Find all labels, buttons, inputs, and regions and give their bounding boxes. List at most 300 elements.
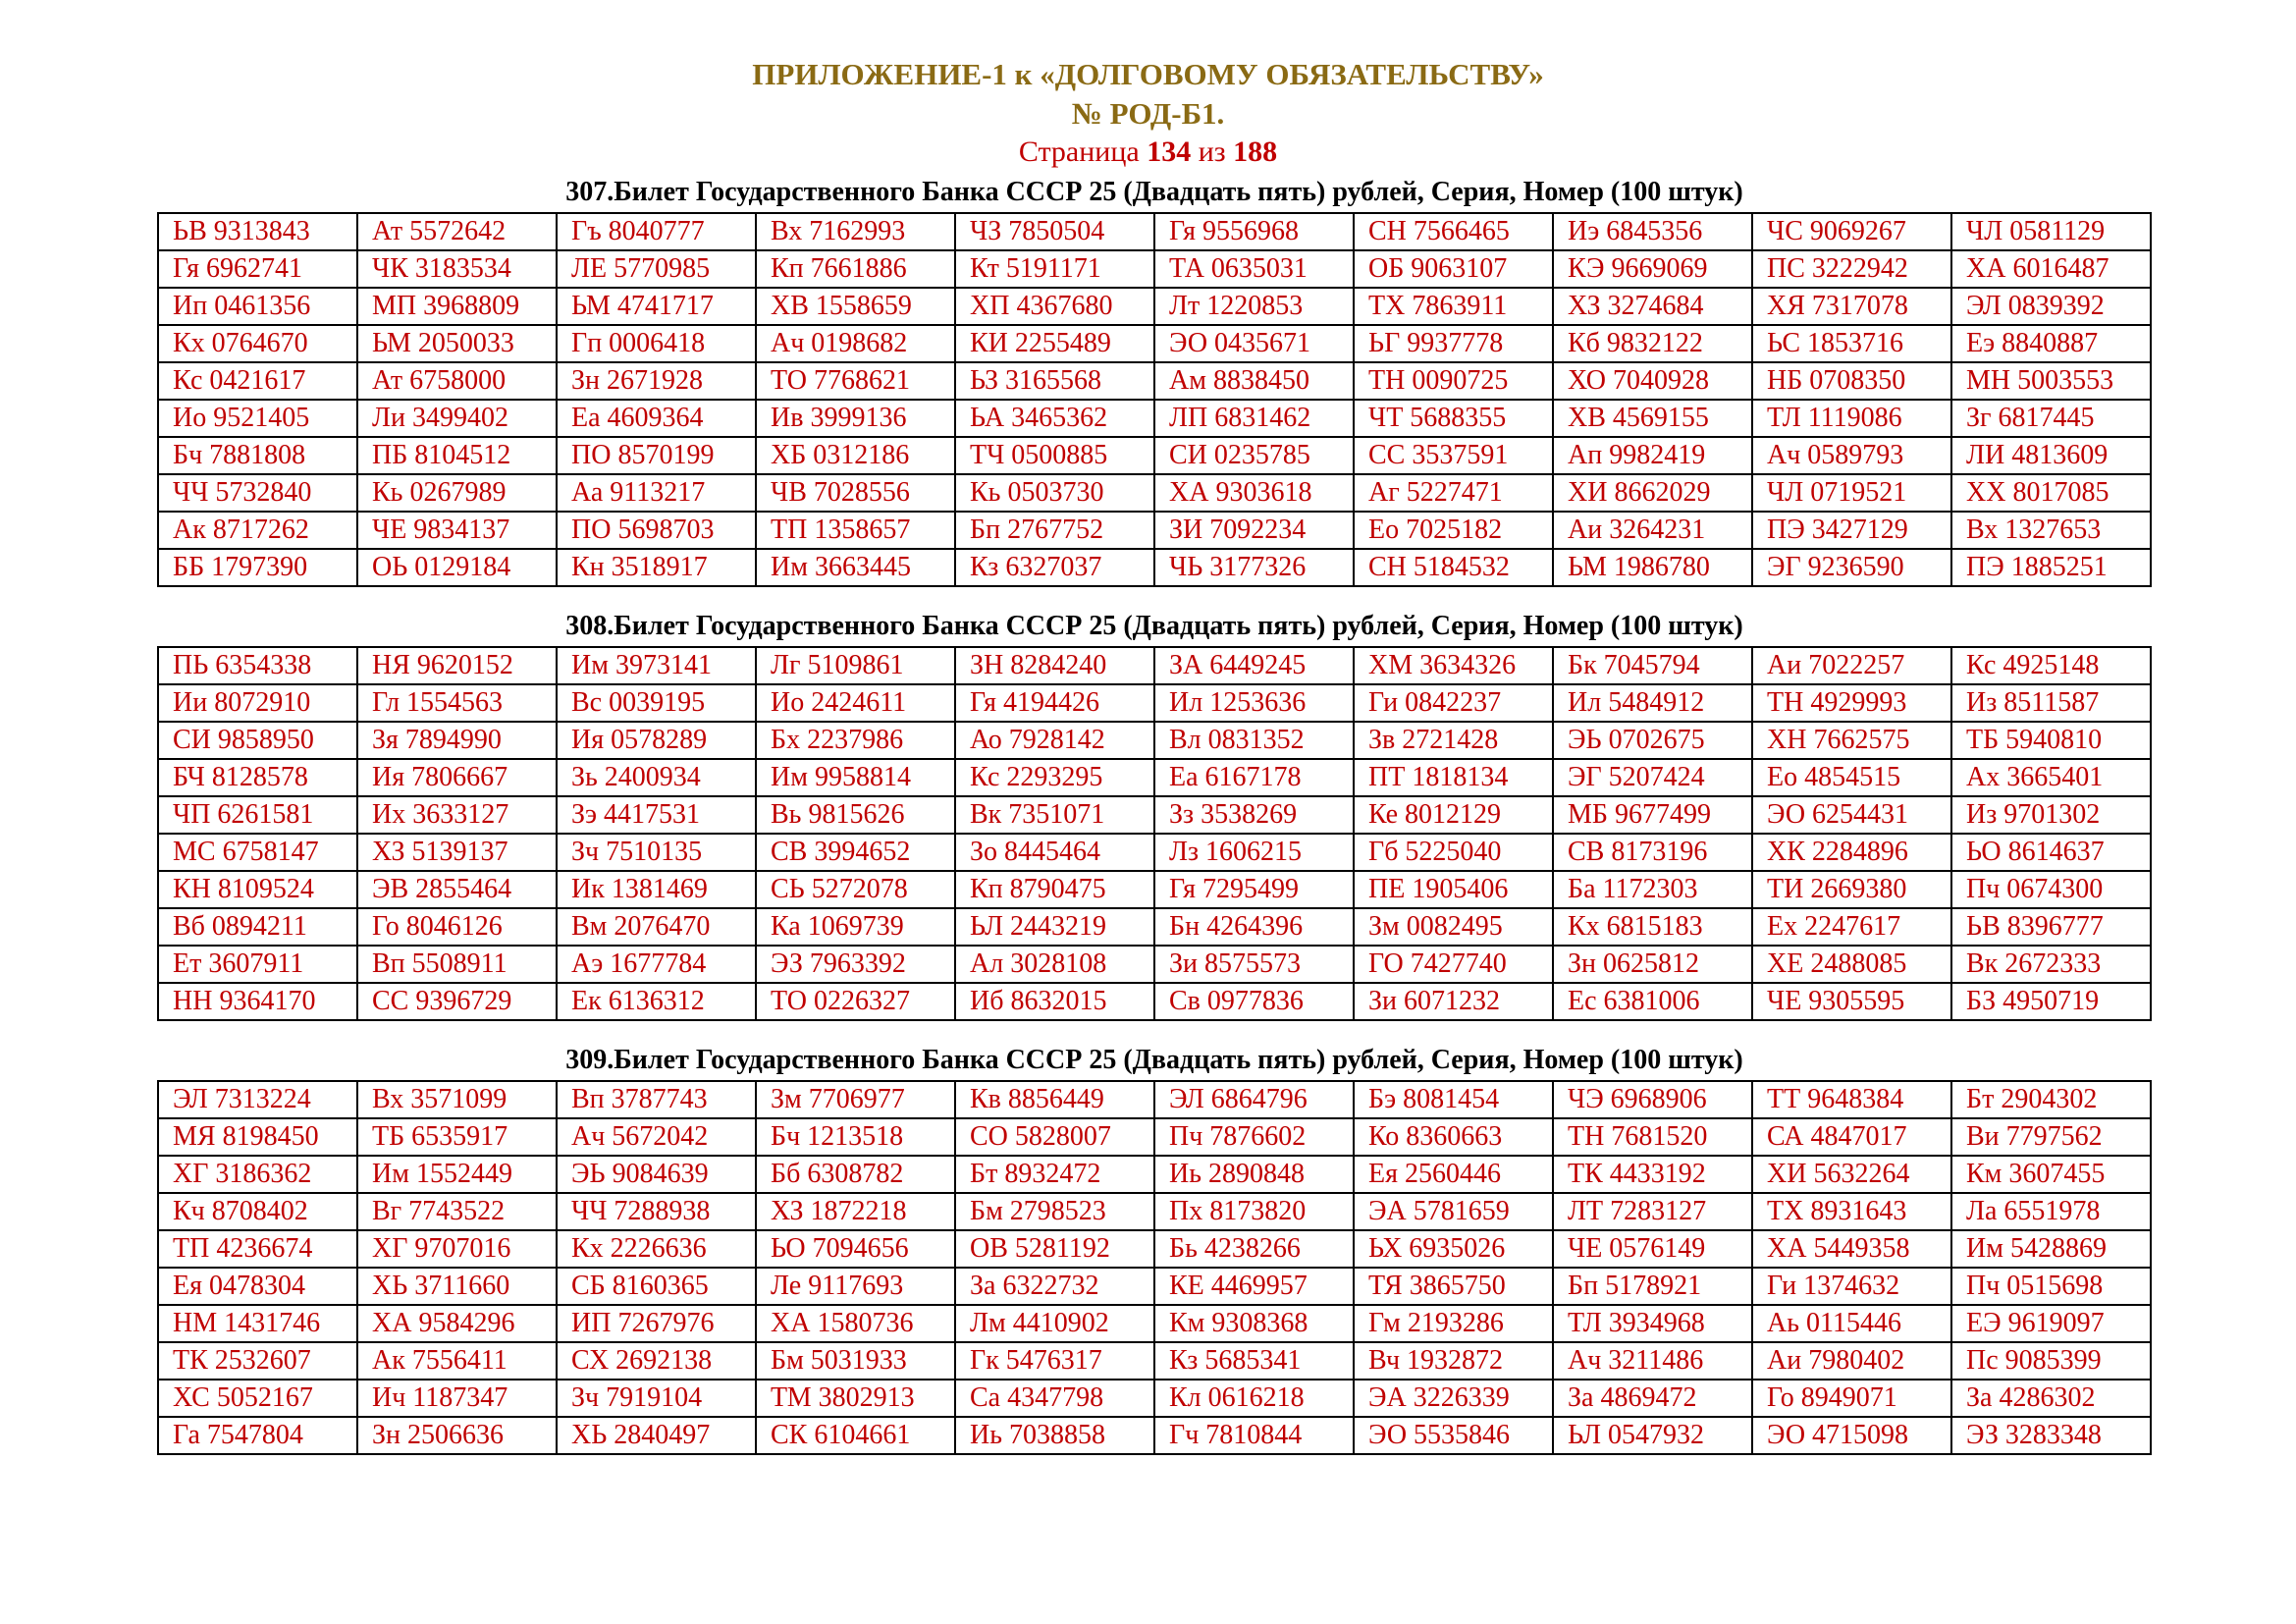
serial-number-cell: ТБ 6535917	[357, 1118, 557, 1156]
serial-number-cell: Зз 3538269	[1154, 796, 1354, 834]
serial-number-cell: ПТ 1818134	[1354, 759, 1553, 796]
table-row	[158, 871, 2151, 908]
serial-number-cell: Кх 6815183	[1553, 908, 1752, 946]
serial-number-cell: Ач 5672042	[557, 1118, 756, 1156]
serial-number-cell: Ик 1381469	[557, 871, 756, 908]
serial-number-cell: Кп 8790475	[955, 871, 1154, 908]
serial-number-cell: ОЬ 0129184	[357, 549, 557, 586]
table-row	[158, 213, 2151, 250]
serial-number-cell: ТО 0226327	[756, 983, 955, 1020]
serial-number-cell: Ак 8717262	[158, 512, 357, 549]
table-row	[158, 325, 2151, 362]
serial-number-cell: ЭО 0435671	[1154, 325, 1354, 362]
serial-number-cell: Бм 5031933	[756, 1342, 955, 1380]
table-row	[158, 288, 2151, 325]
serial-number-cell: СН 5184532	[1354, 549, 1553, 586]
table-row	[158, 983, 2151, 1020]
table-row	[158, 834, 2151, 871]
document-number: № РОД-Б1.	[1071, 96, 1225, 131]
serial-number-cell: Гк 5476317	[955, 1342, 1154, 1380]
table-row	[158, 722, 2151, 759]
serial-number-cell: ТХ 7863911	[1354, 288, 1553, 325]
serial-number-cell: Их 3633127	[357, 796, 557, 834]
serial-number-cell: Кб 9832122	[1553, 325, 1752, 362]
serial-number-cell: Вк 2672333	[1951, 946, 2151, 983]
serial-number-cell: Вп 5508911	[357, 946, 557, 983]
serial-number-cell: Из 8511587	[1951, 684, 2151, 722]
serial-number-cell: ЛТ 7283127	[1553, 1193, 1752, 1230]
serial-number-cell: Бк 7045794	[1553, 647, 1752, 684]
table-row	[158, 1342, 2151, 1380]
table-row	[158, 1268, 2151, 1305]
serial-number-cell: ЛИ 4813609	[1951, 437, 2151, 474]
serial-number-cell: ТИ 2669380	[1752, 871, 1951, 908]
serial-number-cell: Бм 2798523	[955, 1193, 1154, 1230]
serial-number-cell: Ба 1172303	[1553, 871, 1752, 908]
serial-number-cell: ЭГ 5207424	[1553, 759, 1752, 796]
serial-number-cell: ЭЛ 6864796	[1154, 1081, 1354, 1118]
serial-number-cell: НБ 0708350	[1752, 362, 1951, 400]
table-row	[158, 1305, 2151, 1342]
serial-number-cell: Ле 9117693	[756, 1268, 955, 1305]
serial-number-cell: ТЛ 1119086	[1752, 400, 1951, 437]
serial-number-cell: ХИ 8662029	[1553, 474, 1752, 512]
serial-number-cell: Кс 2293295	[955, 759, 1154, 796]
serial-number-cell: Зн 0625812	[1553, 946, 1752, 983]
serial-number-cell: СБ 8160365	[557, 1268, 756, 1305]
serial-number-cell: Ка 1069739	[756, 908, 955, 946]
serial-number-cell: Еа 4609364	[557, 400, 756, 437]
serial-number-cell: Ли 3499402	[357, 400, 557, 437]
serial-number-cell: Кз 5685341	[1154, 1342, 1354, 1380]
serial-number-cell: Пс 9085399	[1951, 1342, 2151, 1380]
serial-number-cell: ПЭ 1885251	[1951, 549, 2151, 586]
serial-number-cell: ЭВ 2855464	[357, 871, 557, 908]
serial-number-cell: Гп 0006418	[557, 325, 756, 362]
serial-number-cell: Ил 1253636	[1154, 684, 1354, 722]
table-row	[158, 549, 2151, 586]
serial-number-table	[157, 1080, 2152, 1455]
serial-number-cell: ЬМ 2050033	[357, 325, 557, 362]
serial-number-cell: ЬВ 8396777	[1951, 908, 2151, 946]
serial-number-cell: ИП 7267976	[557, 1305, 756, 1342]
serial-number-cell: ХХ 8017085	[1951, 474, 2151, 512]
serial-number-cell: Вл 0831352	[1154, 722, 1354, 759]
serial-number-cell: Гя 9556968	[1154, 213, 1354, 250]
serial-number-cell: Зэ 4417531	[557, 796, 756, 834]
serial-number-cell: ХА 5449358	[1752, 1230, 1951, 1268]
serial-number-cell: Вч 1932872	[1354, 1342, 1553, 1380]
serial-number-cell: Кн 3518917	[557, 549, 756, 586]
serial-number-cell: ТО 7768621	[756, 362, 955, 400]
table-row	[158, 1081, 2151, 1118]
serial-number-cell: ЧЗ 7850504	[955, 213, 1154, 250]
table-row	[158, 1380, 2151, 1417]
serial-number-cell: Зь 2400934	[557, 759, 756, 796]
serial-number-cell: Им 3973141	[557, 647, 756, 684]
page-total: 188	[1233, 135, 1278, 168]
serial-number-cell: ХЕ 2488085	[1752, 946, 1951, 983]
serial-number-cell: ЭО 4715098	[1752, 1417, 1951, 1454]
serial-number-cell: Аа 9113217	[557, 474, 756, 512]
serial-number-cell: Гб 5225040	[1354, 834, 1553, 871]
serial-number-cell: ХЬ 3711660	[357, 1268, 557, 1305]
serial-number-cell: Ио 2424611	[756, 684, 955, 722]
serial-number-cell: ХГ 9707016	[357, 1230, 557, 1268]
document-title: ПРИЛОЖЕНИЕ-1 к «ДОЛГОВОМУ ОБЯЗАТЕЛЬСТВУ»	[752, 57, 1544, 91]
serial-number-cell: ХО 7040928	[1553, 362, 1752, 400]
serial-number-cell: ЭЬ 0702675	[1553, 722, 1752, 759]
serial-number-cell: ХА 9584296	[357, 1305, 557, 1342]
serial-number-cell: СН 7566465	[1354, 213, 1553, 250]
serial-number-cell: Ги 0842237	[1354, 684, 1553, 722]
serial-number-cell: Ес 6381006	[1553, 983, 1752, 1020]
serial-number-cell: Бх 2237986	[756, 722, 955, 759]
serial-number-cell: Ип 0461356	[158, 288, 357, 325]
serial-number-cell: Им 1552449	[357, 1156, 557, 1193]
serial-number-cell: БЗ 4950719	[1951, 983, 2151, 1020]
serial-number-cell: ЬА 3465362	[955, 400, 1154, 437]
serial-number-cell: ЬЗ 3165568	[955, 362, 1154, 400]
table-row	[158, 647, 2151, 684]
serial-number-cell: ЭО 5535846	[1354, 1417, 1553, 1454]
serial-number-cell: ЬО 8614637	[1951, 834, 2151, 871]
serial-number-cell: Вь 9815626	[756, 796, 955, 834]
serial-number-cell: Лм 4410902	[955, 1305, 1154, 1342]
serial-number-cell: ЭЬ 9084639	[557, 1156, 756, 1193]
serial-number-cell: ЧТ 5688355	[1354, 400, 1553, 437]
serial-number-cell: Иб 8632015	[955, 983, 1154, 1020]
serial-number-cell: Зч 7510135	[557, 834, 756, 871]
serial-number-cell: ХЯ 7317078	[1752, 288, 1951, 325]
serial-number-cell: Ео 7025182	[1354, 512, 1553, 549]
serial-number-cell: ТЯ 3865750	[1354, 1268, 1553, 1305]
serial-number-cell: Ах 3665401	[1951, 759, 2151, 796]
serial-number-cell: ЧВ 7028556	[756, 474, 955, 512]
serial-number-cell: ПЬ 6354338	[158, 647, 357, 684]
serial-number-cell: ЧЭ 6968906	[1553, 1081, 1752, 1118]
serial-number-cell: ХЗ 1872218	[756, 1193, 955, 1230]
serial-number-cell: Зи 6071232	[1354, 983, 1553, 1020]
serial-number-cell: ХЬ 2840497	[557, 1417, 756, 1454]
serial-number-cell: Лз 1606215	[1154, 834, 1354, 871]
serial-number-cell: Ео 4854515	[1752, 759, 1951, 796]
page-current: 134	[1147, 135, 1192, 168]
serial-number-cell: Бн 4264396	[1154, 908, 1354, 946]
serial-number-cell: СК 6104661	[756, 1417, 955, 1454]
serial-number-cell: СИ 0235785	[1154, 437, 1354, 474]
serial-number-cell: Гя 6962741	[158, 250, 357, 288]
serial-number-cell: Гъ 8040777	[557, 213, 756, 250]
serial-number-cell: ХВ 1558659	[756, 288, 955, 325]
serial-number-cell: Еа 6167178	[1154, 759, 1354, 796]
serial-number-cell: Иь 7038858	[955, 1417, 1154, 1454]
serial-number-cell: КЕ 4469957	[1154, 1268, 1354, 1305]
serial-number-cell: Пч 0515698	[1951, 1268, 2151, 1305]
serial-number-cell: Гя 7295499	[1154, 871, 1354, 908]
serial-number-cell: ХГ 3186362	[158, 1156, 357, 1193]
serial-number-cell: ЧП 6261581	[158, 796, 357, 834]
serial-number-cell: Ии 8072910	[158, 684, 357, 722]
serial-number-cell: Кь 0503730	[955, 474, 1154, 512]
table-row	[158, 1417, 2151, 1454]
serial-number-cell: За 6322732	[955, 1268, 1154, 1305]
serial-number-cell: Ия 0578289	[557, 722, 756, 759]
serial-number-cell: Ко 8360663	[1354, 1118, 1553, 1156]
serial-number-cell: Ех 2247617	[1752, 908, 1951, 946]
serial-number-cell: Зм 0082495	[1354, 908, 1553, 946]
serial-number-cell: Ив 3999136	[756, 400, 955, 437]
table-row	[158, 946, 2151, 983]
table-row	[158, 1230, 2151, 1268]
serial-number-cell: Вх 3571099	[357, 1081, 557, 1118]
serial-number-cell: Га 7547804	[158, 1417, 357, 1454]
serial-number-cell: СО 5828007	[955, 1118, 1154, 1156]
serial-number-table	[157, 646, 2152, 1021]
serial-number-cell: ЭЗ 7963392	[756, 946, 955, 983]
serial-number-cell: Пч 7876602	[1154, 1118, 1354, 1156]
serial-number-cell: Аь 0115446	[1752, 1305, 1951, 1342]
serial-number-cell: ТП 4236674	[158, 1230, 357, 1268]
serial-number-cell: Бп 2767752	[955, 512, 1154, 549]
serial-number-cell: Бт 2904302	[1951, 1081, 2151, 1118]
table-row	[158, 796, 2151, 834]
serial-number-cell: ЬЛ 0547932	[1553, 1417, 1752, 1454]
serial-number-cell: Ет 3607911	[158, 946, 357, 983]
serial-number-cell: ХК 2284896	[1752, 834, 1951, 871]
serial-number-cell: ОВ 5281192	[955, 1230, 1154, 1268]
serial-number-cell: Зя 7894990	[357, 722, 557, 759]
serial-number-cell: Иэ 6845356	[1553, 213, 1752, 250]
serial-number-cell: ЧЬ 3177326	[1154, 549, 1354, 586]
section-title: 309.Билет Государственного Банка СССР 25 (Двадцать пять) рублей, Серия, Номер (100 штук)	[565, 1045, 1743, 1075]
serial-number-cell: ХЗ 3274684	[1553, 288, 1752, 325]
serial-number-cell: ЧЧ 7288938	[557, 1193, 756, 1230]
serial-number-cell: Пх 8173820	[1154, 1193, 1354, 1230]
page-indicator	[0, 135, 2296, 169]
serial-number-cell: ПО 8570199	[557, 437, 756, 474]
serial-number-cell: Зг 6817445	[1951, 400, 2151, 437]
serial-number-cell: КИ 2255489	[955, 325, 1154, 362]
serial-number-cell: СВ 3994652	[756, 834, 955, 871]
table-row	[158, 250, 2151, 288]
serial-number-cell: Ат 5572642	[357, 213, 557, 250]
serial-number-cell: Ла 6551978	[1951, 1193, 2151, 1230]
serial-number-cell: Ал 3028108	[955, 946, 1154, 983]
serial-number-cell: ХВ 4569155	[1553, 400, 1752, 437]
serial-number-cell: ТК 4433192	[1553, 1156, 1752, 1193]
serial-number-cell: Го 8046126	[357, 908, 557, 946]
serial-number-cell: ПЕ 1905406	[1354, 871, 1553, 908]
serial-number-cell: Лг 5109861	[756, 647, 955, 684]
serial-number-cell: Зм 7706977	[756, 1081, 955, 1118]
serial-number-cell: ТН 4929993	[1752, 684, 1951, 722]
serial-number-cell: Бч 7881808	[158, 437, 357, 474]
serial-number-cell: ПО 5698703	[557, 512, 756, 549]
serial-number-cell: Аэ 1677784	[557, 946, 756, 983]
serial-number-table	[157, 212, 2152, 587]
serial-number-cell: Аи 7980402	[1752, 1342, 1951, 1380]
serial-number-cell: ЧЕ 0576149	[1553, 1230, 1752, 1268]
serial-number-cell: Им 9958814	[756, 759, 955, 796]
serial-number-cell: Зв 2721428	[1354, 722, 1553, 759]
serial-number-cell: Ач 0589793	[1752, 437, 1951, 474]
serial-number-cell: ЭА 5781659	[1354, 1193, 1553, 1230]
serial-number-cell: Ек 6136312	[557, 983, 756, 1020]
serial-number-cell: Ея 0478304	[158, 1268, 357, 1305]
serial-number-cell: ОБ 9063107	[1354, 250, 1553, 288]
serial-number-cell: Зн 2506636	[357, 1417, 557, 1454]
serial-number-cell: Вс 0039195	[557, 684, 756, 722]
serial-number-cell: ХН 7662575	[1752, 722, 1951, 759]
serial-number-cell: Вп 3787743	[557, 1081, 756, 1118]
table-row	[158, 512, 2151, 549]
table-row	[158, 684, 2151, 722]
serial-number-cell: Кч 8708402	[158, 1193, 357, 1230]
serial-number-cell: Ви 7797562	[1951, 1118, 2151, 1156]
serial-number-cell: Го 8949071	[1752, 1380, 1951, 1417]
serial-number-cell: Им 5428869	[1951, 1230, 2151, 1268]
serial-number-cell: НМ 1431746	[158, 1305, 357, 1342]
serial-number-cell: ТМ 3802913	[756, 1380, 955, 1417]
serial-number-cell: Бб 6308782	[756, 1156, 955, 1193]
serial-number-cell: Кь 0267989	[357, 474, 557, 512]
serial-number-cell: ЧЕ 9834137	[357, 512, 557, 549]
serial-number-cell: ТХ 8931643	[1752, 1193, 1951, 1230]
table-row	[158, 908, 2151, 946]
section-title: 307.Билет Государственного Банка СССР 25 (Двадцать пять) рублей, Серия, Номер (100 штук)	[565, 177, 1743, 207]
serial-number-cell: ЭА 3226339	[1354, 1380, 1553, 1417]
serial-number-cell: ЧК 3183534	[357, 250, 557, 288]
serial-number-cell: ЬМ 4741717	[557, 288, 756, 325]
table-row	[158, 1118, 2151, 1156]
serial-number-cell: ХП 4367680	[955, 288, 1154, 325]
serial-number-cell: Ач 0198682	[756, 325, 955, 362]
serial-number-cell: НЯ 9620152	[357, 647, 557, 684]
serial-number-cell: ХИ 5632264	[1752, 1156, 1951, 1193]
serial-number-cell: Бп 5178921	[1553, 1268, 1752, 1305]
serial-number-cell: ЬГ 9937778	[1354, 325, 1553, 362]
serial-number-cell: СС 9396729	[357, 983, 557, 1020]
serial-number-cell: Са 4347798	[955, 1380, 1154, 1417]
serial-number-cell: ЬО 7094656	[756, 1230, 955, 1268]
serial-number-cell: ЕЭ 9619097	[1951, 1305, 2151, 1342]
serial-number-cell: Ги 1374632	[1752, 1268, 1951, 1305]
serial-number-cell: Гч 7810844	[1154, 1417, 1354, 1454]
serial-number-cell: Св 0977836	[1154, 983, 1354, 1020]
serial-number-cell: ХБ 0312186	[756, 437, 955, 474]
serial-number-cell: ЭО 6254431	[1752, 796, 1951, 834]
serial-number-cell: Лт 1220853	[1154, 288, 1354, 325]
serial-number-cell: Вм 2076470	[557, 908, 756, 946]
serial-number-cell: МН 5003553	[1951, 362, 2151, 400]
serial-number-cell: Бэ 8081454	[1354, 1081, 1553, 1118]
serial-number-cell: СИ 9858950	[158, 722, 357, 759]
serial-number-cell: НН 9364170	[158, 983, 357, 1020]
serial-number-cell: Ил 5484912	[1553, 684, 1752, 722]
serial-number-cell: Зо 8445464	[955, 834, 1154, 871]
serial-number-cell: Ат 6758000	[357, 362, 557, 400]
page-prefix: Страница	[1018, 135, 1140, 168]
serial-number-cell: Иь 2890848	[1154, 1156, 1354, 1193]
serial-number-cell: За 4869472	[1553, 1380, 1752, 1417]
serial-number-cell: МБ 9677499	[1553, 796, 1752, 834]
serial-number-cell: ГО 7427740	[1354, 946, 1553, 983]
serial-number-cell: Гя 4194426	[955, 684, 1154, 722]
serial-number-cell: ПС 3222942	[1752, 250, 1951, 288]
serial-number-cell: ЬХ 6935026	[1354, 1230, 1553, 1268]
serial-number-cell: Ак 7556411	[357, 1342, 557, 1380]
serial-number-cell: Им 3663445	[756, 549, 955, 586]
serial-number-cell: ТЛ 3934968	[1553, 1305, 1752, 1342]
serial-number-cell: ЬС 1853716	[1752, 325, 1951, 362]
serial-number-cell: Зч 7919104	[557, 1380, 756, 1417]
serial-number-cell: Еэ 8840887	[1951, 325, 2151, 362]
serial-number-cell: Ич 1187347	[357, 1380, 557, 1417]
serial-number-cell: ЭЛ 0839392	[1951, 288, 2151, 325]
serial-number-cell: СС 3537591	[1354, 437, 1553, 474]
serial-number-cell: Бт 8932472	[955, 1156, 1154, 1193]
serial-number-cell: МП 3968809	[357, 288, 557, 325]
serial-number-cell: ЭЗ 3283348	[1951, 1417, 2151, 1454]
serial-number-cell: Пч 0674300	[1951, 871, 2151, 908]
serial-number-cell: Кл 0616218	[1154, 1380, 1354, 1417]
table-row	[158, 1156, 2151, 1193]
serial-number-cell: ТП 1358657	[756, 512, 955, 549]
serial-number-cell: ХА 1580736	[756, 1305, 955, 1342]
serial-number-cell: ТТ 9648384	[1752, 1081, 1951, 1118]
section-title: 308.Билет Государственного Банка СССР 25 (Двадцать пять) рублей, Серия, Номер (100 штук)	[565, 611, 1743, 641]
serial-number-cell: Кс 0421617	[158, 362, 357, 400]
serial-number-cell: Аи 7022257	[1752, 647, 1951, 684]
serial-number-cell: ХЗ 5139137	[357, 834, 557, 871]
serial-number-cell: ПЭ 3427129	[1752, 512, 1951, 549]
serial-number-cell: ЬЛ 2443219	[955, 908, 1154, 946]
serial-number-cell: Кх 0764670	[158, 325, 357, 362]
serial-number-cell: Кс 4925148	[1951, 647, 2151, 684]
serial-number-cell: За 4286302	[1951, 1380, 2151, 1417]
serial-number-cell: КЭ 9669069	[1553, 250, 1752, 288]
serial-number-cell: БЧ 8128578	[158, 759, 357, 796]
serial-number-cell: СХ 2692138	[557, 1342, 756, 1380]
page-separator: из	[1198, 135, 1226, 168]
serial-number-cell: ТА 0635031	[1154, 250, 1354, 288]
table-row	[158, 400, 2151, 437]
serial-number-cell: Аи 3264231	[1553, 512, 1752, 549]
serial-number-cell: ЭЛ 7313224	[158, 1081, 357, 1118]
serial-number-cell: ТН 0090725	[1354, 362, 1553, 400]
serial-number-cell: Ке 8012129	[1354, 796, 1553, 834]
serial-number-cell: ЧЛ 0719521	[1752, 474, 1951, 512]
serial-number-cell: Ио 9521405	[158, 400, 357, 437]
serial-number-cell: ЬМ 1986780	[1553, 549, 1752, 586]
serial-number-cell: Ап 9982419	[1553, 437, 1752, 474]
serial-number-cell: Вх 7162993	[756, 213, 955, 250]
serial-number-cell: Бч 1213518	[756, 1118, 955, 1156]
serial-number-cell: МЯ 8198450	[158, 1118, 357, 1156]
serial-number-cell: Вг 7743522	[357, 1193, 557, 1230]
serial-number-cell: СЬ 5272078	[756, 871, 955, 908]
serial-number-cell: ЧЕ 9305595	[1752, 983, 1951, 1020]
serial-number-cell: Кп 7661886	[756, 250, 955, 288]
table-row	[158, 437, 2151, 474]
serial-number-cell: ЧЛ 0581129	[1951, 213, 2151, 250]
serial-number-cell: ЗН 8284240	[955, 647, 1154, 684]
serial-number-cell: ЧС 9069267	[1752, 213, 1951, 250]
serial-number-cell: Кт 5191171	[955, 250, 1154, 288]
serial-number-cell: Ия 7806667	[357, 759, 557, 796]
serial-number-cell: СА 4847017	[1752, 1118, 1951, 1156]
